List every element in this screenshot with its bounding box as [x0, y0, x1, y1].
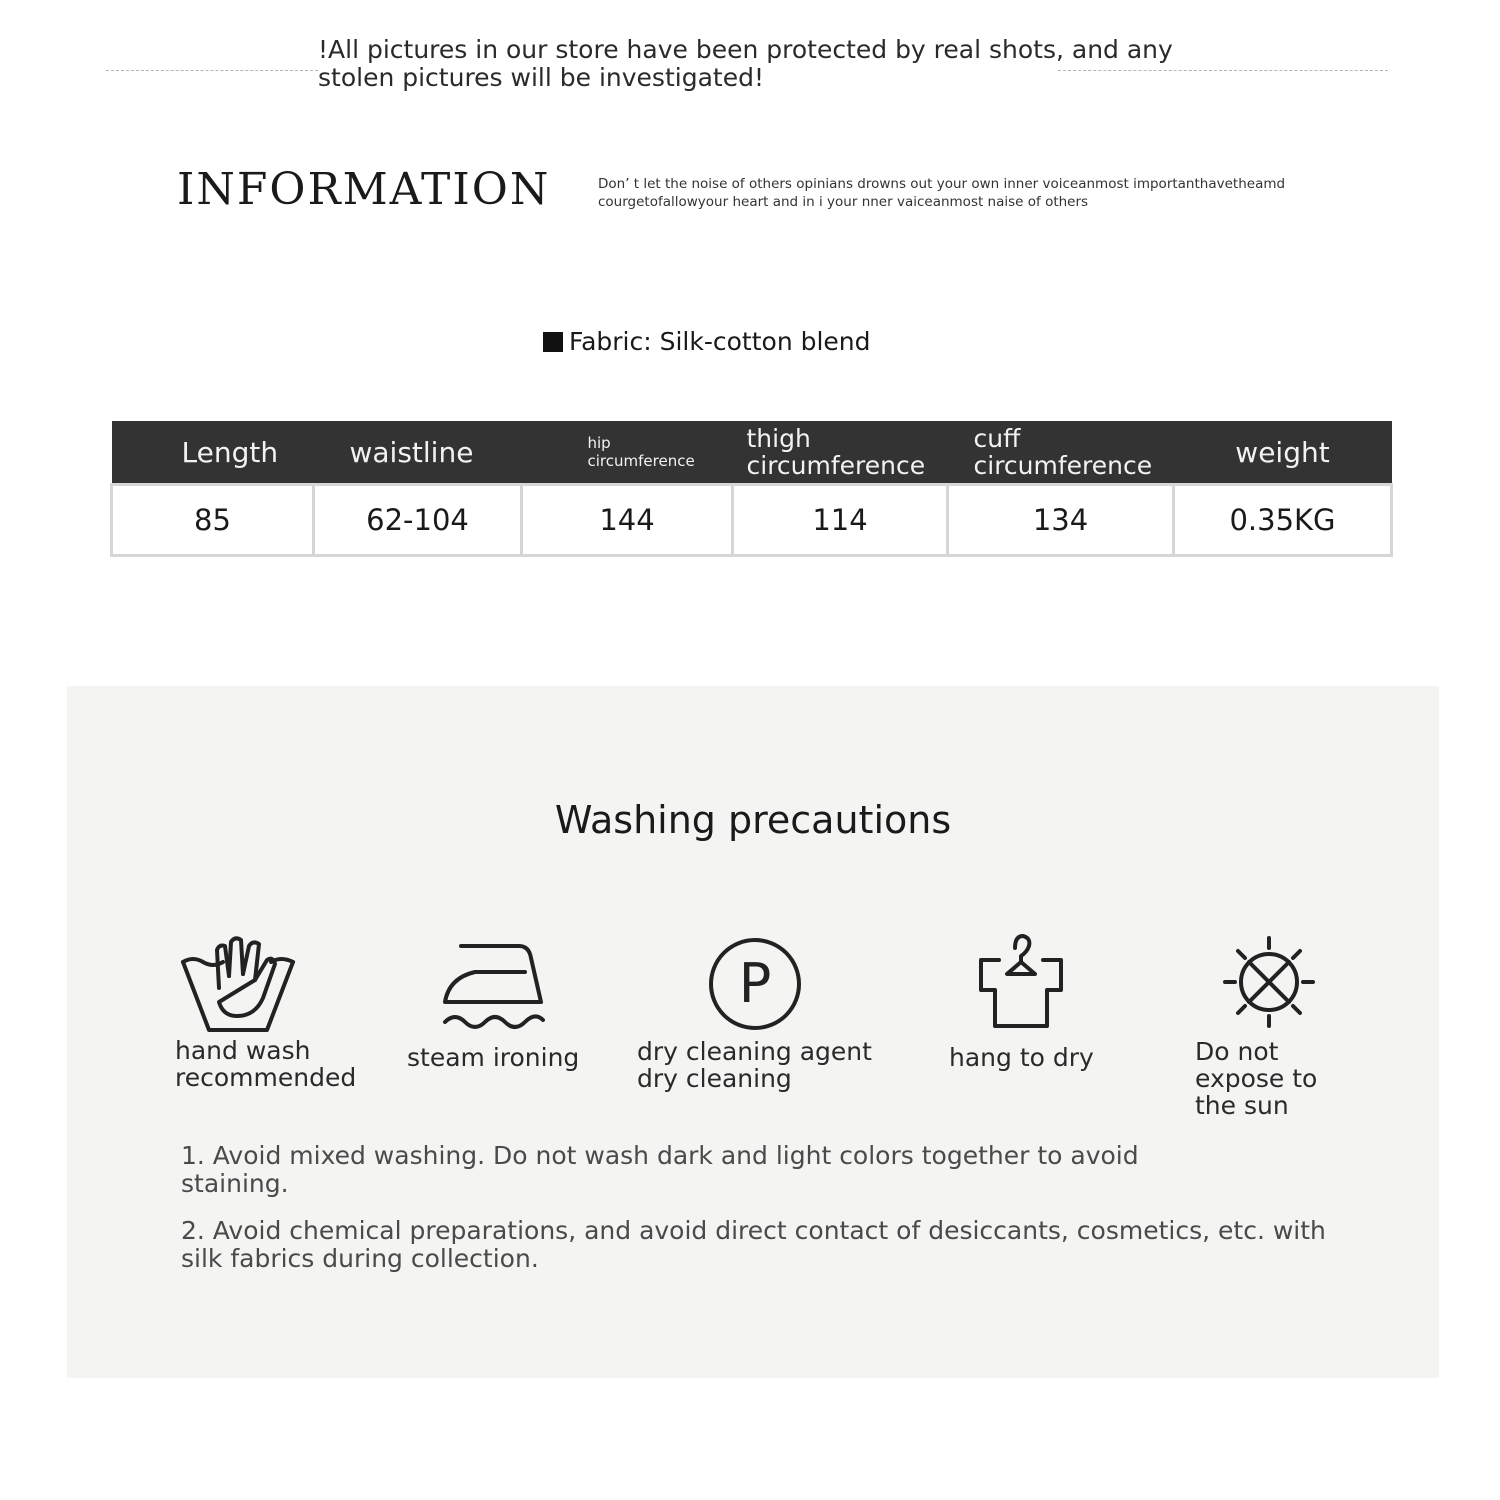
- notice-divider-left: [106, 70, 318, 71]
- value-length: 85: [112, 485, 314, 556]
- svg-text:P: P: [738, 952, 772, 1015]
- header-cuff-circumference: cuff circumference: [948, 421, 1174, 485]
- notice-line-2: stolen pictures will be investigated!: [318, 63, 764, 92]
- information-title: INFORMATION: [177, 164, 551, 215]
- hang-dry-icon: [977, 934, 1065, 1030]
- size-table: [110, 421, 1393, 557]
- header-weight: weight: [1174, 421, 1392, 485]
- information-subtitle: [598, 175, 1358, 211]
- table-row: [112, 485, 1392, 556]
- fabric-label: Fabric: Silk-cotton blend: [569, 327, 871, 356]
- hand-wash-label: hand wash recommended: [175, 1036, 357, 1092]
- no-sun-label: Do not expose to the sun: [1195, 1037, 1318, 1120]
- header-waistline: waistline: [314, 421, 522, 485]
- washing-note-1: 1. Avoid mixed washing. Do not wash dark and light colors together to avoid staining.: [181, 1141, 1139, 1198]
- value-waistline: 62-104: [314, 485, 522, 556]
- information-subtitle-line-1: Don’ t let the noise of others opinians drowns out your own inner voiceanmost importanthavetheamd: [598, 176, 1286, 192]
- no-sun-icon: [1223, 936, 1315, 1028]
- washing-title: Washing precautions: [554, 798, 952, 842]
- steam-ironing-label: steam ironing: [407, 1043, 580, 1072]
- header-length: Length: [112, 421, 314, 485]
- fabric-info: [543, 327, 871, 356]
- size-table-header-row: [112, 421, 1392, 485]
- hand-wash-icon: [179, 936, 299, 1036]
- header-hip-circumference: hip circumference: [522, 421, 733, 485]
- value-thigh: 114: [733, 485, 948, 556]
- hang-to-dry-label: hang to dry: [949, 1043, 1094, 1072]
- copyright-notice: [318, 36, 1198, 92]
- steam-iron-icon: [441, 938, 545, 1030]
- notice-line-1: !All pictures in our store have been protected by real shots, and any: [318, 35, 1173, 64]
- washing-note-2: 2. Avoid chemical preparations, and avoid direct contact of desiccants, cosmetics, etc. with silk fabrics during collection.: [181, 1216, 1326, 1273]
- dry-cleaning-label: dry cleaning agent dry cleaning: [637, 1037, 872, 1093]
- square-bullet-icon: [543, 332, 563, 352]
- value-weight: 0.35KG: [1174, 485, 1392, 556]
- dry-clean-p-icon: [707, 936, 803, 1032]
- value-cuff: 134: [948, 485, 1174, 556]
- information-subtitle-line-2: courgetofallowyour heart and in i your nner vaiceanmost naise of others: [598, 194, 1089, 210]
- value-hip: 144: [522, 485, 733, 556]
- header-thigh-circumference: thigh circumference: [733, 421, 948, 485]
- washing-panel: [67, 686, 1439, 1378]
